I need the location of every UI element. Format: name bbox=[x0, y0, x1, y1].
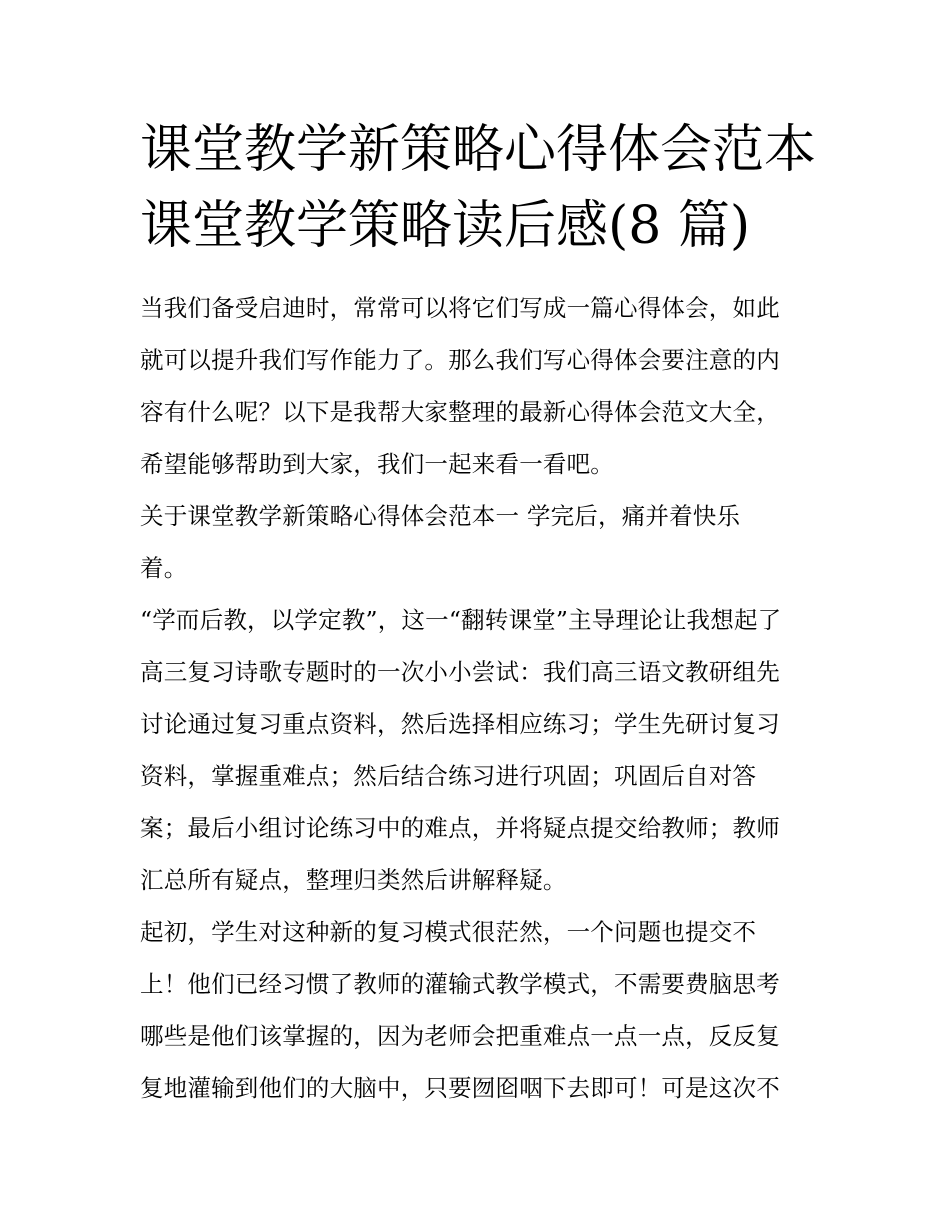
body-line: 着。 bbox=[140, 554, 188, 582]
title-line-2: 课堂教学策略读后感(8 篇) bbox=[140, 196, 751, 256]
body-line: 当我们备受启迪时，常常可以将它们写成一篇心得体会，如此 bbox=[140, 294, 780, 322]
document-title bbox=[140, 112, 840, 264]
body-line: 案；最后小组讨论练习中的难点，并将疑点提交给教师；教师 bbox=[140, 814, 780, 842]
body-line: 汇总所有疑点，整理归类然后讲解释疑。 bbox=[140, 866, 567, 894]
body-line: 关于课堂教学新策略心得体会范本一 学完后，痛并着快乐 bbox=[140, 502, 741, 530]
body-line: 高三复习诗歌专题时的一次小小尝试：我们高三语文教研组先 bbox=[140, 658, 780, 686]
body-line: 就可以提升我们写作能力了。那么我们写心得体会要注意的内 bbox=[140, 346, 780, 374]
document-body bbox=[140, 282, 820, 1114]
body-line: “学而后教，以学定教”，这一“翻转课堂”主导理论让我想起了 bbox=[140, 606, 782, 634]
body-line: 复地灌输到他们的大脑中，只要囫囵咽下去即可！可是这次不 bbox=[140, 1074, 780, 1102]
body-line: 希望能够帮助到大家，我们一起来看一看吧。 bbox=[140, 450, 614, 478]
body-line: 上！他们已经习惯了教师的灌输式教学模式，不需要费脑思考 bbox=[140, 970, 780, 998]
title-line-1: 课堂教学新策略心得体会范本 bbox=[140, 120, 817, 180]
body-line: 容有什么呢？以下是我帮大家整理的最新心得体会范文大全， bbox=[140, 398, 780, 426]
body-line: 哪些是他们该掌握的，因为老师会把重难点一点一点，反反复 bbox=[140, 1022, 780, 1050]
body-line: 资料，掌握重难点；然后结合练习进行巩固；巩固后自对答 bbox=[140, 762, 757, 790]
body-line: 起初，学生对这种新的复习模式很茫然，一个问题也提交不 bbox=[140, 918, 757, 946]
body-line: 讨论通过复习重点资料，然后选择相应练习；学生先研讨复习 bbox=[140, 710, 780, 738]
